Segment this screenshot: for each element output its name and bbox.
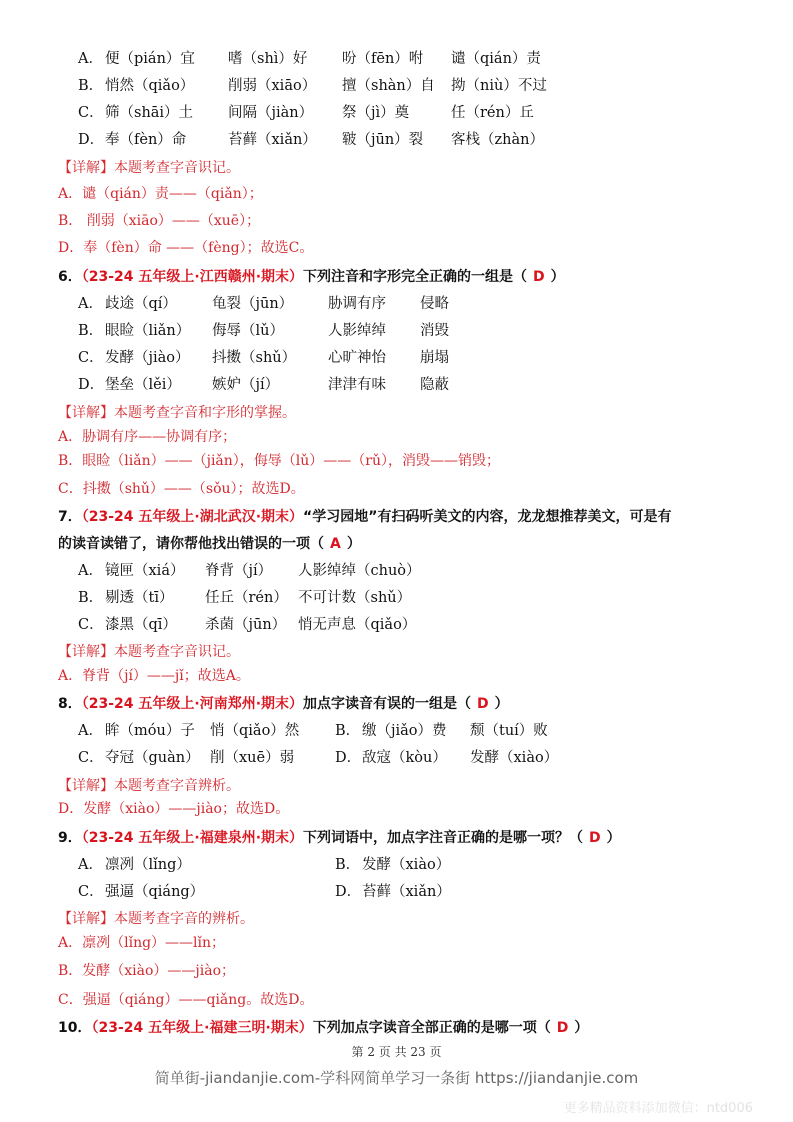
explain-text: C．强逼（qiáng）——qiǎng。故选D。 (58, 992, 314, 1008)
question-source: （23-24 五年级上·福建泉州·期末） (81, 830, 304, 846)
explain-heading (58, 158, 240, 178)
explain-line (58, 990, 313, 1010)
answer: D (477, 696, 489, 712)
explain-text: D．奉（fèn）命 ——（fèng）；故选C。 (58, 240, 314, 256)
question-number: 9． (58, 830, 82, 846)
option-item: 发酵（jiào） (105, 350, 190, 366)
option-item: 拗（niù）不过 (451, 78, 547, 94)
option-label: B． (78, 78, 104, 94)
option-label: D． (335, 884, 362, 900)
option-label: D． (335, 750, 362, 766)
option-item: 敌寇（kòu） (362, 750, 447, 766)
question-source: （23-24 五年级上·江西赣州·期末） (81, 269, 304, 285)
option-label: B． (78, 323, 104, 339)
option-item: 堡垒（lěi） (105, 377, 181, 393)
option-label: C． (78, 350, 104, 366)
option-item: 任丘（rén） (205, 590, 288, 606)
question-q6-stem (58, 267, 565, 287)
option-item: 心旷神怡 (328, 350, 386, 366)
option-item: 眼睑（liǎn） (105, 323, 191, 339)
explain-text: B． 削弱（xiāo）——（xuē）； (58, 213, 261, 229)
explain-line (58, 961, 235, 981)
option-item: 苔藓（xiǎn） (362, 884, 451, 900)
option-label: D． (78, 132, 105, 148)
option-item: 间隔（jiàn） (228, 105, 314, 121)
explain-text: B．发酵（xiào）——jiào； (58, 963, 236, 979)
explain-line (58, 427, 236, 447)
option-item: 镜匣（xiá） (105, 563, 185, 579)
option-item: 嫉妒（jí） (212, 377, 280, 393)
option-item: 任（rén）丘 (451, 105, 534, 121)
question-stem: 下列注音和字形完全正确的一组是（ (303, 269, 528, 285)
option-item: 祭（jì）奠 (342, 105, 410, 121)
question-stem: 下列词语中，加点字注音正确的是哪一项？（ (303, 830, 584, 846)
option-item: 悄然（qiǎo） (105, 78, 195, 94)
explain-heading (58, 776, 240, 796)
option-item: 凛冽（lǐng） (105, 857, 191, 873)
explain-line (58, 666, 250, 686)
answer: A (330, 536, 341, 552)
option-label: A． (78, 296, 103, 312)
question-stem: 的读音读错了，请你帮他找出错误的一项（ (58, 536, 324, 552)
question-stem: “学习园地”有扫码听美文的内容，龙龙想推荐美文，可是有 (303, 509, 672, 525)
option-item: 苔藓（xiǎn） (228, 132, 317, 148)
option-item: 谴（qián）责 (451, 51, 541, 67)
option-item: 隐蔽 (420, 377, 449, 393)
option-label: D． (78, 377, 105, 393)
option-item: 眸（móu）子 (105, 723, 195, 739)
explain-text: A．凛冽（lǐng）——lǐn； (58, 935, 226, 951)
option-label: C． (78, 617, 104, 633)
question-number: 6． (58, 269, 82, 285)
question-q10-stem (58, 1018, 588, 1038)
answer: D (556, 1020, 569, 1036)
question-number: 10． (58, 1020, 92, 1036)
option-item: 强逼（qiáng） (105, 884, 205, 900)
explain-line (58, 451, 500, 471)
explain-text: C．抖擞（shǔ）——（sǒu）；故选D。 (58, 481, 305, 497)
explain-heading (58, 909, 254, 929)
explain-text: A．谴（qián）责——（qiǎn）； (58, 186, 263, 202)
explain-text: B．眼睑（liǎn）——（jiǎn），侮辱（lǔ）——（rǔ），消毁——销毁； (58, 453, 500, 469)
option-label: B． (78, 590, 104, 606)
watermark: 更多精品资料添加微信：ntd006 (563, 1101, 753, 1116)
option-label: B． (335, 723, 361, 739)
option-item: 杀菌（jūn） (205, 617, 287, 633)
option-item: 悄（qiǎo）然 (210, 723, 300, 739)
explain-line (58, 933, 225, 953)
explain-line (58, 479, 305, 499)
option-label: C． (78, 105, 104, 121)
explain-line (58, 238, 313, 258)
option-item: 客栈（zhàn） (451, 132, 544, 148)
option-label: C． (78, 884, 104, 900)
option-label: A． (78, 723, 103, 739)
explain-text: A．脊背（jí）——jǐ；故选A。 (58, 668, 250, 684)
option-item: 人影绰绰 (328, 323, 386, 339)
question-close: ） (494, 696, 509, 712)
option-item: 削（xuē）弱 (210, 750, 295, 766)
option-item: 津津有味 (328, 377, 386, 393)
explain-heading (58, 403, 296, 423)
explain-heading (58, 642, 240, 662)
question-number: 8． (58, 696, 82, 712)
option-item: 奉（fèn）命 (105, 132, 187, 148)
question-source: （23-24 五年级上·河南郑州·期末） (81, 696, 304, 712)
option-label: A． (78, 857, 103, 873)
explain-text: D．发酵（xiào）——jiào；故选D。 (58, 801, 290, 817)
explain-line (58, 799, 289, 819)
option-item: 崩塌 (420, 350, 449, 366)
option-item: 发酵（xiào） (470, 750, 559, 766)
question-close: ） (346, 536, 361, 552)
option-item: 颓（tuí）败 (470, 723, 548, 739)
option-item: 缴（jiǎo）费 (362, 723, 447, 739)
question-q7-stem-line2 (58, 534, 361, 554)
option-label: A． (78, 51, 103, 67)
option-label: A． (78, 563, 103, 579)
option-item: 消毁 (420, 323, 449, 339)
option-item: 便（pián）宜 (105, 51, 195, 67)
option-item: 嗜（shì）好 (228, 51, 308, 67)
option-item: 剔透（tī） (105, 590, 174, 606)
option-item: 不可计数（shǔ） (298, 590, 412, 606)
question-q8-stem (58, 694, 509, 714)
footer-site-text: 简单街-jiandanjie.com-学科网简单学习一条街 https://jiandanjie.com (154, 1069, 639, 1087)
option-item: 夺冠（guàn） (105, 750, 200, 766)
option-item: 歧途（qí） (105, 296, 177, 312)
answer: D (533, 269, 545, 285)
page-number: 第 2 页 共 23 页 (351, 1045, 442, 1059)
option-item: 龟裂（jūn） (212, 296, 294, 312)
question-source: （23-24 五年级上·福建三明·期末） (91, 1020, 313, 1036)
explain-heading-text: 【详解】本题考查字音识记。 (58, 644, 240, 660)
explain-heading-text: 【详解】本题考查字音识记。 (58, 160, 240, 176)
answer: D (589, 830, 601, 846)
option-item: 发酵（xiào） (362, 857, 451, 873)
option-item: 擅（shàn）自 (342, 78, 435, 94)
explain-heading-text: 【详解】本题考查字音的辨析。 (58, 911, 254, 927)
option-item: 皲（jūn）裂 (342, 132, 424, 148)
question-close: ） (606, 830, 621, 846)
question-q9-stem (58, 828, 621, 848)
question-q7-stem (58, 507, 671, 527)
explain-line (58, 184, 263, 204)
option-item: 侮辱（lǔ） (212, 323, 284, 339)
option-item: 抖擞（shǔ） (212, 350, 297, 366)
option-label: C． (78, 750, 104, 766)
option-item: 侵略 (420, 296, 449, 312)
explain-text: A．胁调有序——协调有序； (58, 429, 237, 445)
option-label: B． (335, 857, 361, 873)
option-item: 脊背（jí） (205, 563, 273, 579)
question-stem: 下列加点字读音全部正确的是哪一项（ (312, 1020, 551, 1036)
option-item: 筛（shāi）土 (105, 105, 194, 121)
option-item: 削弱（xiāo） (228, 78, 317, 94)
question-source: （23-24 五年级上·湖北武汉·期末） (81, 509, 304, 525)
option-item: 吩（fēn）咐 (342, 51, 424, 67)
option-item: 胁调有序 (328, 296, 386, 312)
question-stem: 加点字读音有误的一组是（ (303, 696, 472, 712)
option-item: 人影绰绰（chuò） (298, 563, 421, 579)
explain-line (58, 211, 260, 231)
question-close: ） (550, 269, 565, 285)
question-close: ） (574, 1020, 589, 1036)
option-item: 悄无声息（qiǎo） (298, 617, 417, 633)
explain-heading-text: 【详解】本题考查字音和字形的掌握。 (58, 405, 296, 421)
question-number: 7． (58, 509, 82, 525)
explain-heading-text: 【详解】本题考查字音辨析。 (58, 778, 240, 794)
option-item: 漆黑（qī） (105, 617, 177, 633)
